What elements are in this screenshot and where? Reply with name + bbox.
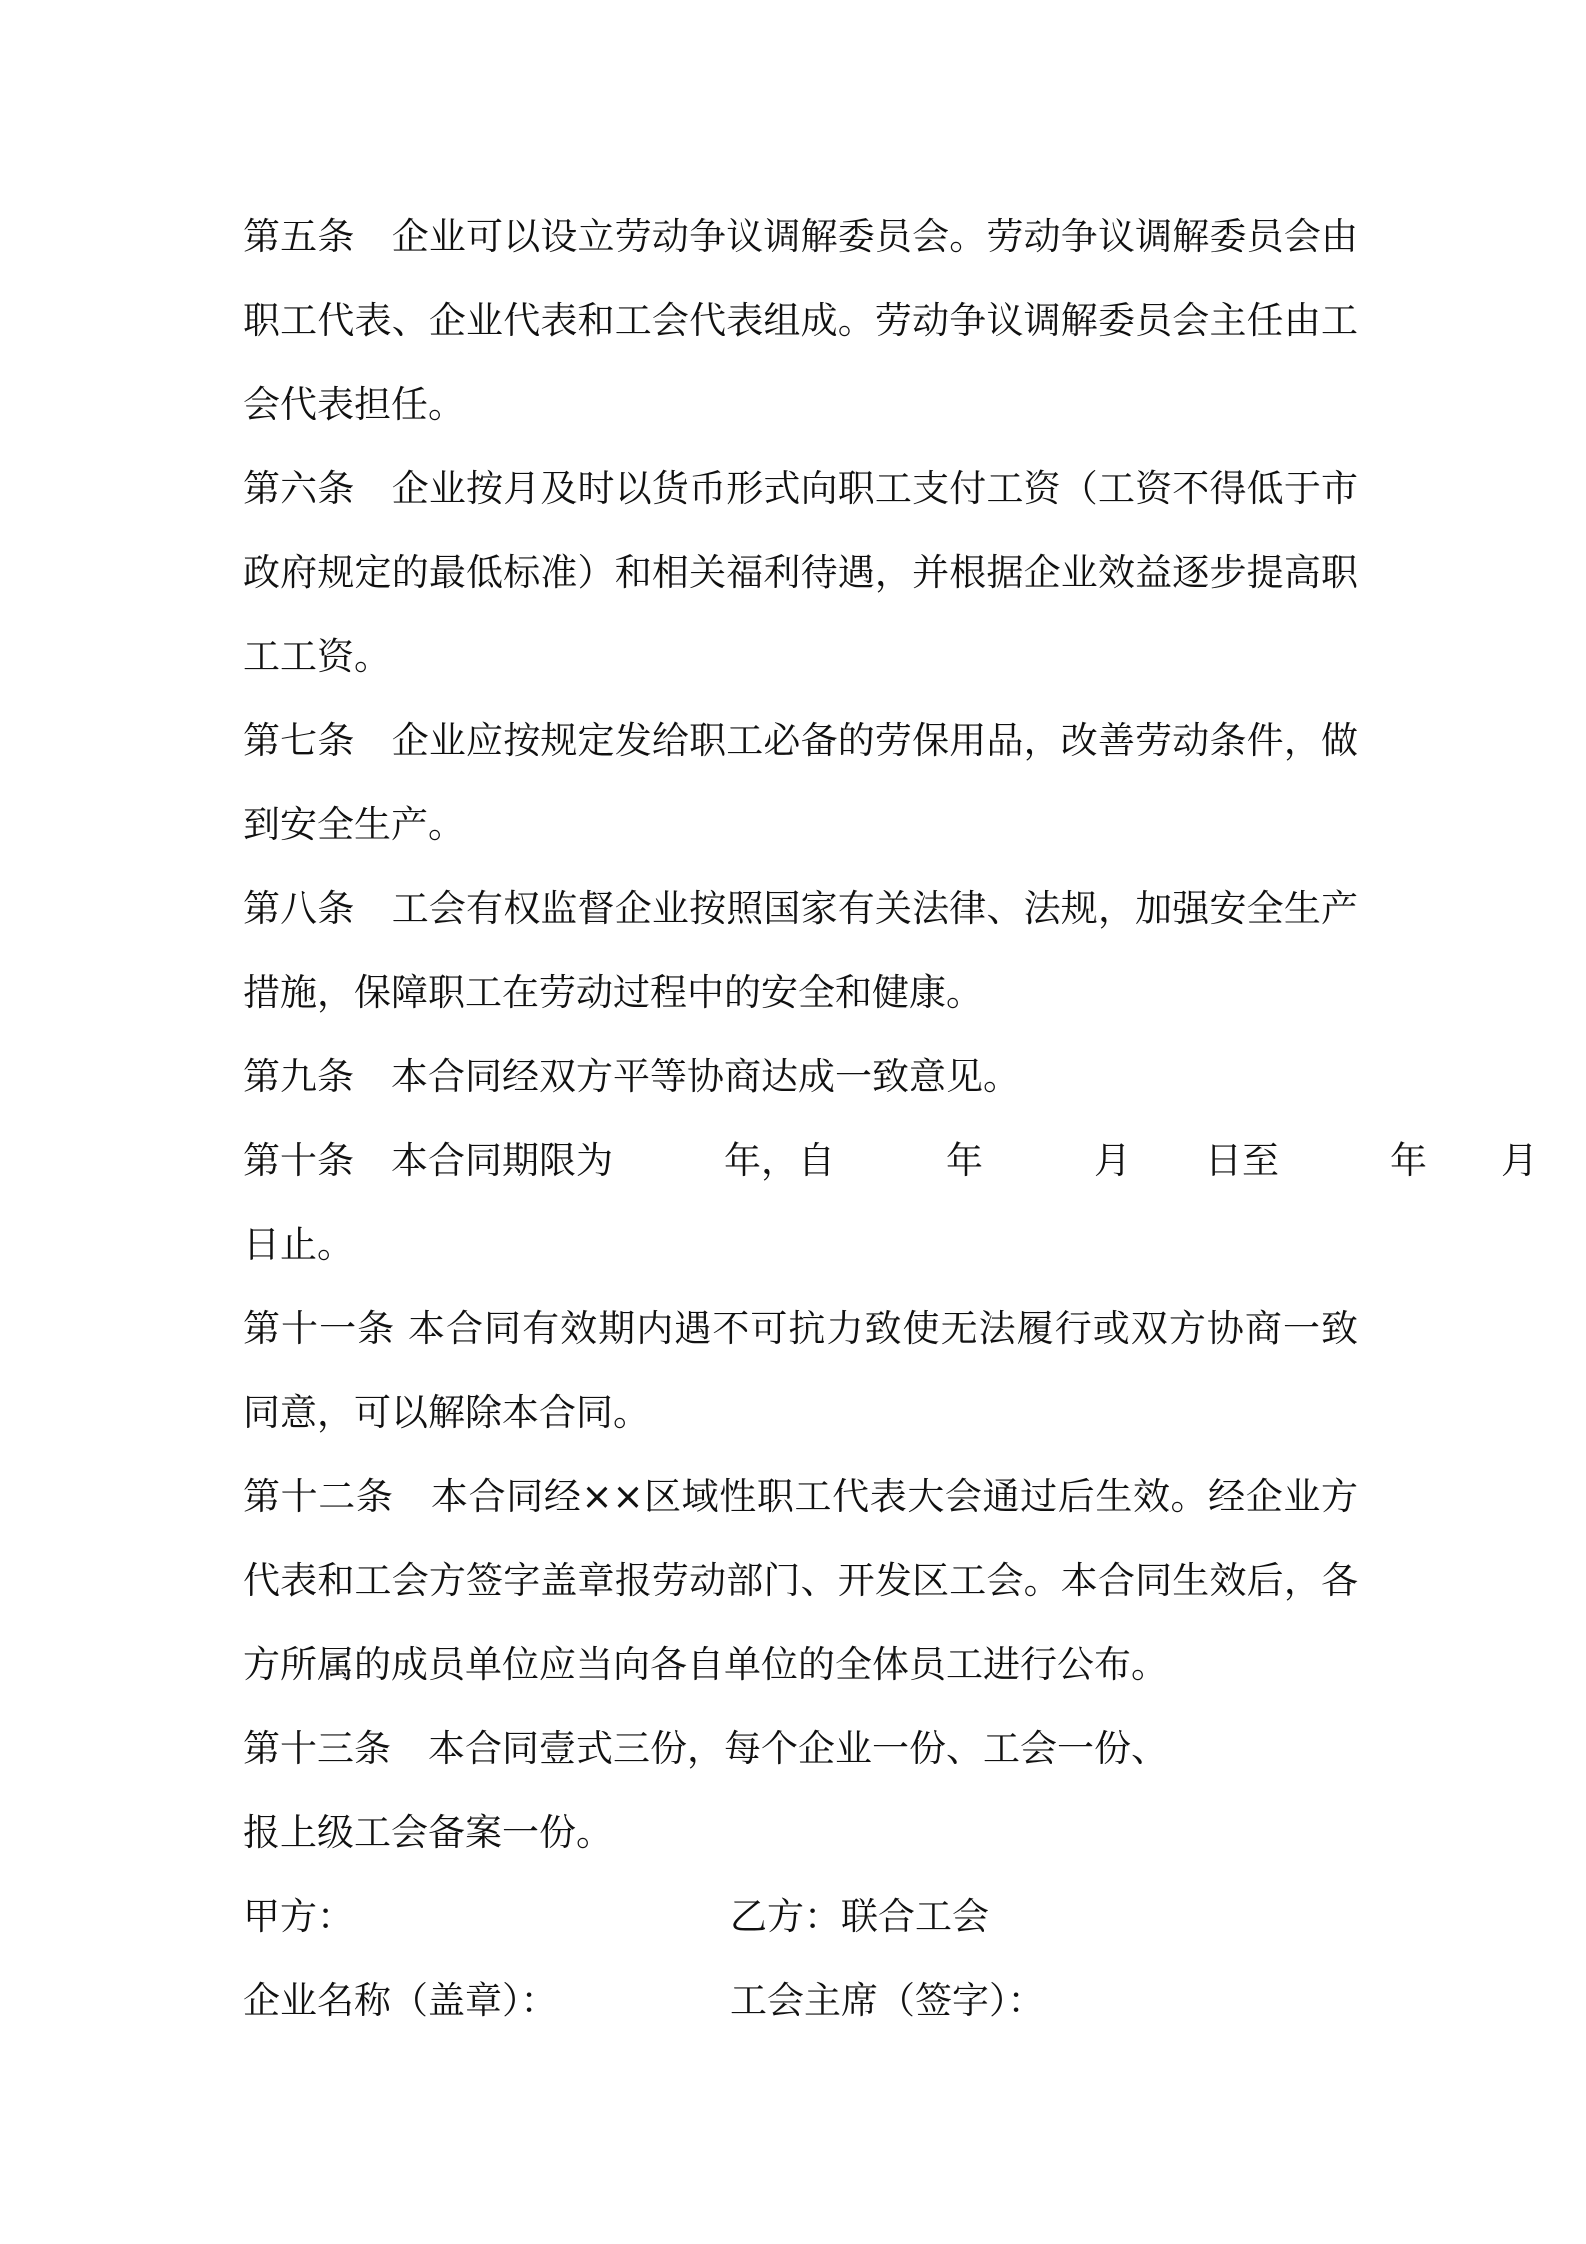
text-line: 第五条 企业可以设立劳动争议调解委员会。劳动争议调解委员会由: [243, 215, 1358, 258]
text-line: 政府规定的最低标准）和相关福利待遇，并根据企业效益逐步提高职: [243, 551, 1358, 594]
text-line: 第十二条 本合同经××区域性职工代表大会通过后生效。经企业方: [243, 1475, 1358, 1518]
text-line: 会代表担任。: [243, 383, 465, 426]
text-line: 职工代表、企业代表和工会代表组成。劳动争议调解委员会主任由工: [243, 299, 1358, 342]
text-line: 第十一条 本合同有效期内遇不可抗力致使无法履行或双方协商一致: [243, 1307, 1358, 1350]
text-line: 到安全生产。: [243, 803, 465, 846]
text-line: 同意，可以解除本合同。: [243, 1391, 650, 1434]
signature-row-signers: [243, 1959, 1358, 2043]
text-line: 措施，保障职工在劳动过程中的安全和健康。: [243, 971, 983, 1014]
text-line: 日止。: [243, 1223, 354, 1266]
text-line: 第七条 企业应按规定发给职工必备的劳保用品，改善劳动条件，做: [243, 719, 1358, 762]
text-line: 第八条 工会有权监督企业按照国家有关法律、法规，加强安全生产: [243, 887, 1358, 930]
text-line: 方所属的成员单位应当向各自单位的全体员工进行公布。: [243, 1643, 1168, 1686]
text-line: 第十条 本合同期限为 年，自 年 月 日至 年 月: [243, 1139, 1538, 1182]
union-chair-label: 工会主席（签字）：: [730, 1979, 1045, 2022]
text-line: 第十三条 本合同壹式三份，每个企业一份、工会一份、: [243, 1727, 1168, 1770]
contract-clauses: [243, 195, 1538, 1875]
text-line: 报上级工会备案一份。: [243, 1811, 613, 1854]
party-a-label: 甲方：: [243, 1895, 354, 1938]
signature-row-parties: [243, 1875, 1358, 1959]
text-line: 第六条 企业按月及时以货币形式向职工支付工资（工资不得低于市: [243, 467, 1358, 510]
text-line: 代表和工会方签字盖章报劳动部门、开发区工会。本合同生效后，各: [243, 1559, 1358, 1602]
party-b-label: 乙方：联合工会: [730, 1895, 989, 1938]
company-name-label: 企业名称（盖章）：: [243, 1979, 558, 2022]
text-line: 工工资。: [243, 635, 391, 678]
contract-body: [243, 195, 1538, 2043]
text-line: 第九条 本合同经双方平等协商达成一致意见。: [243, 1055, 1020, 1098]
